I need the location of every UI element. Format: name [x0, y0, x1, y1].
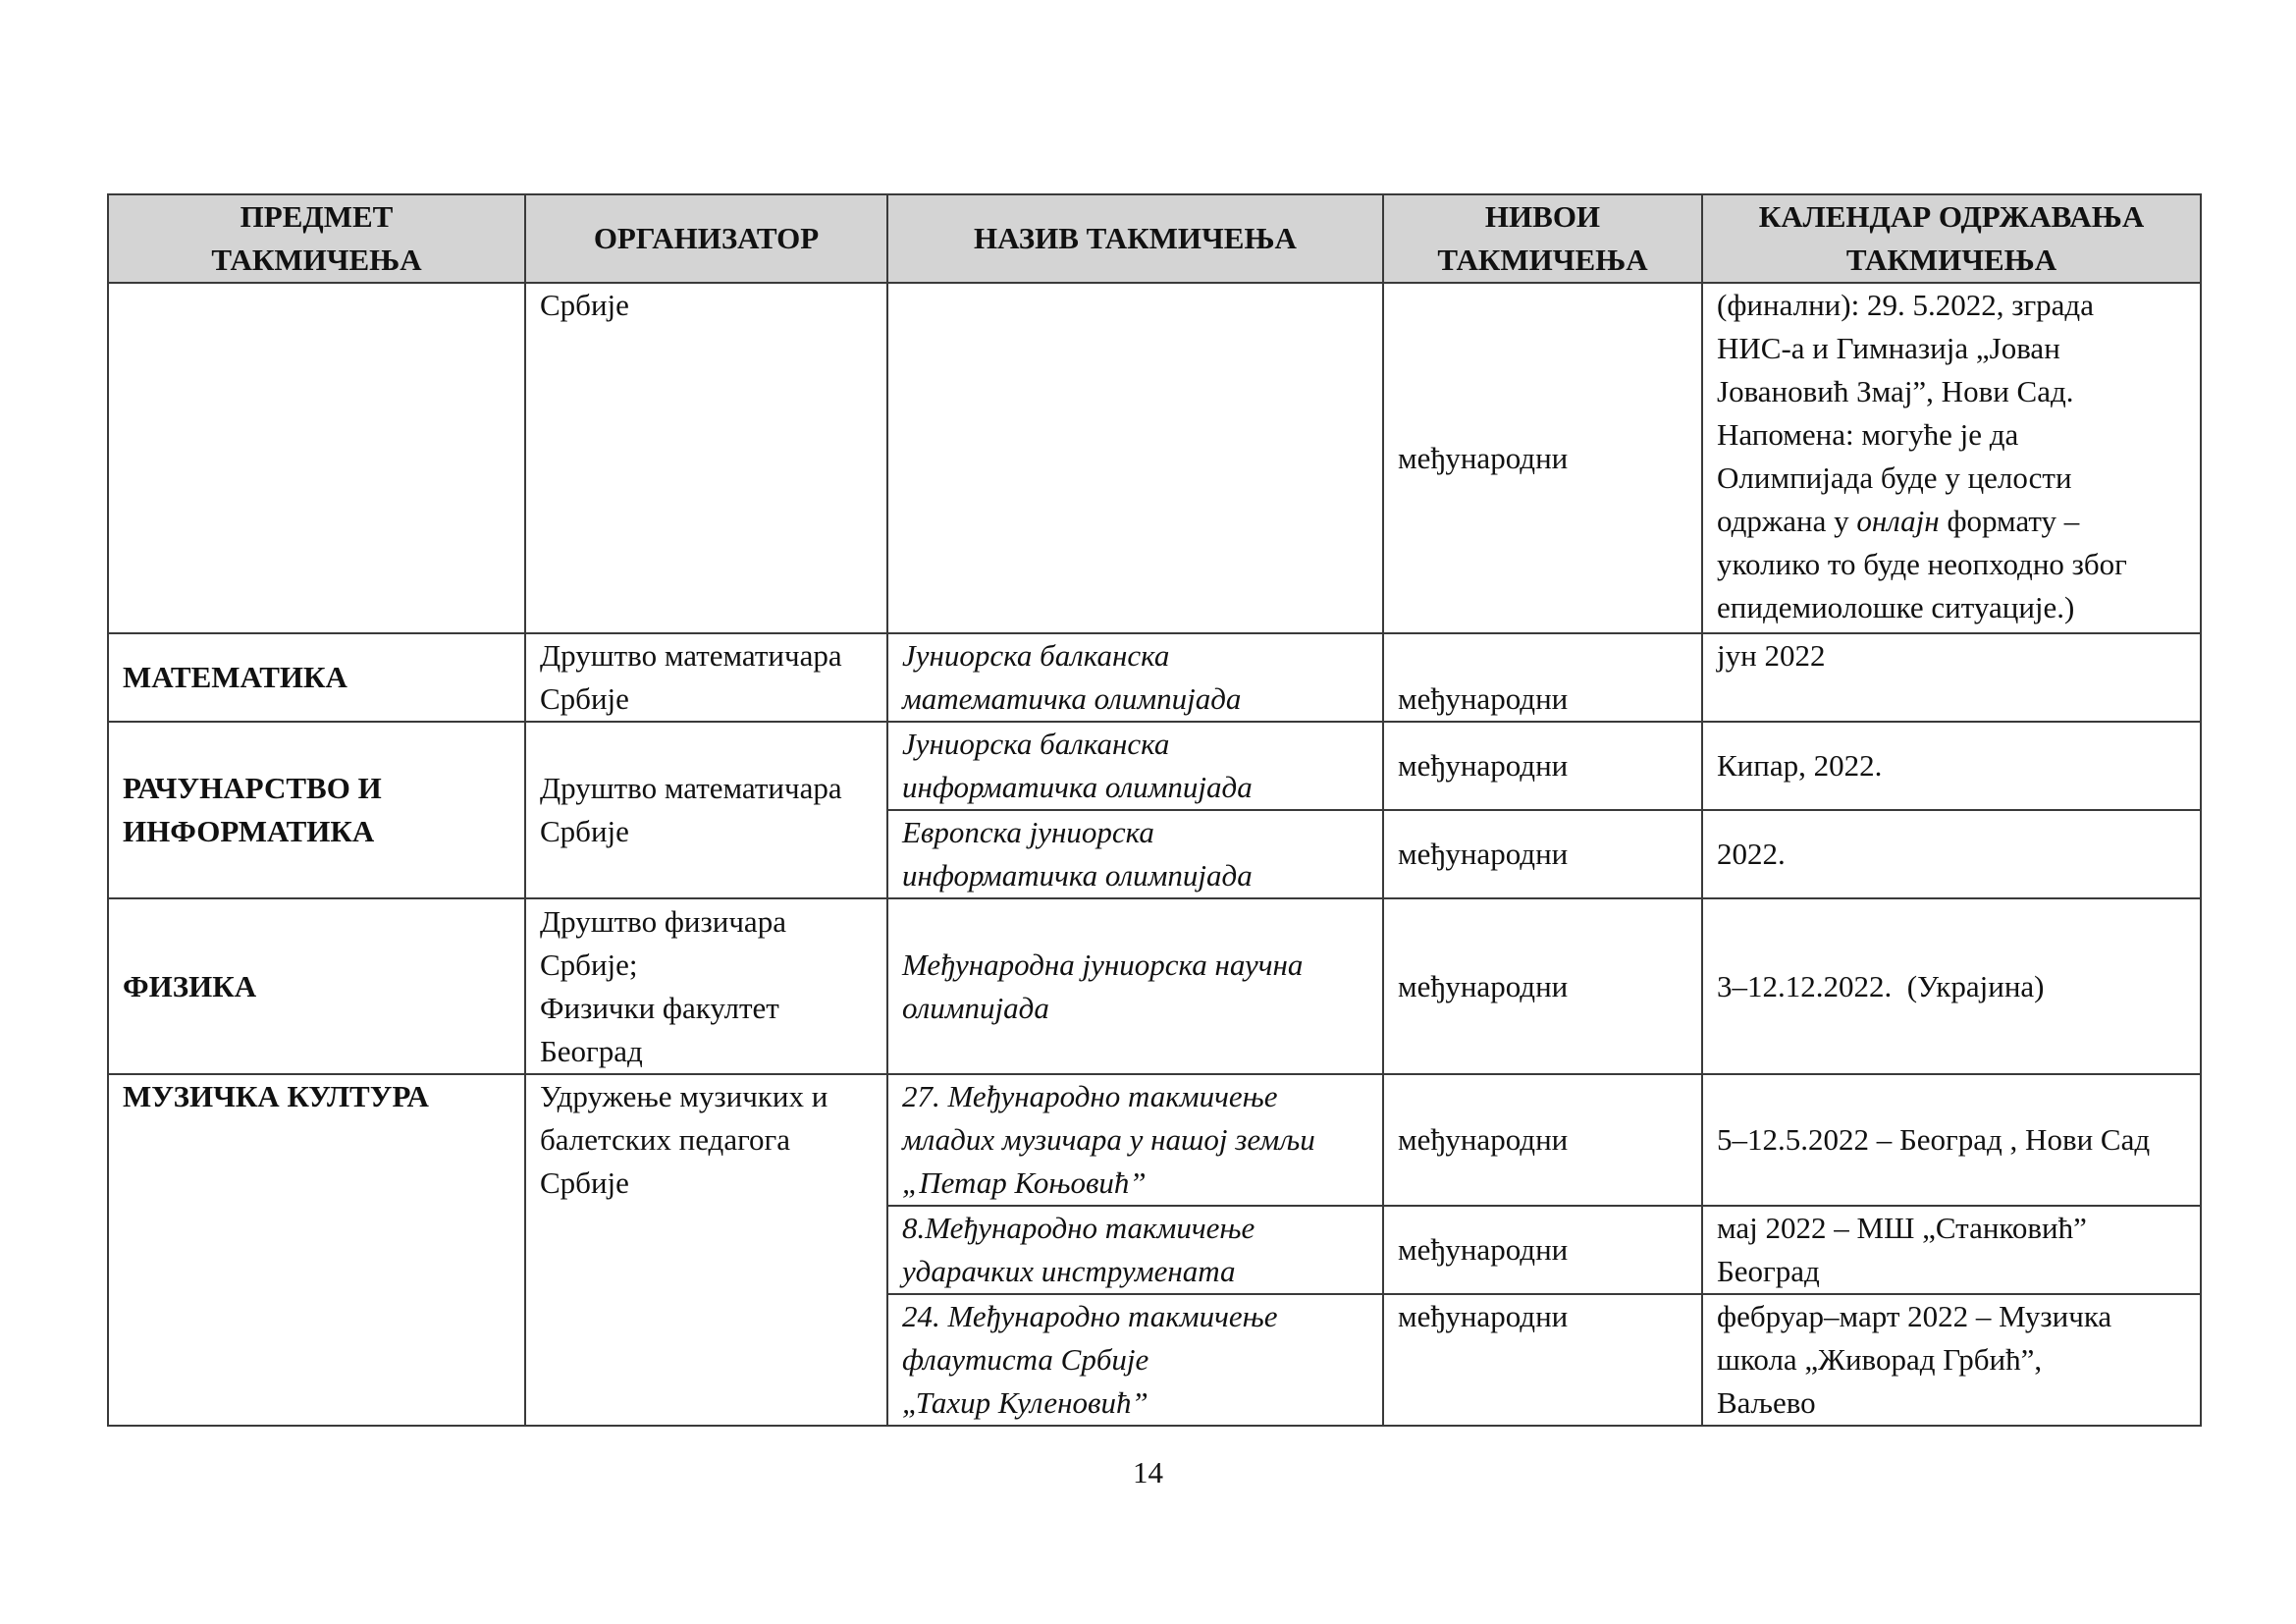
level-cell: међународни — [1383, 810, 1702, 898]
calendar-cell: (финални): 29. 5.2022, зграда НИС-а и Гимназија „Јован Јовановић Змај”, Нови Сад. Напомена: могуће је да Олимпијада буде у целости одржана у онлајн формату – уколико то буде неопходно због епидемиолошке ситуације.) — [1702, 283, 2201, 633]
header-organizer: ОРГАНИЗАТОР — [525, 194, 887, 283]
organizer-cell: Србије — [525, 283, 887, 633]
competition-name-cell: Међународна јуниорска научна олимпијада — [887, 898, 1383, 1074]
competition-name-cell: 8.Међународно такмичење ударачких инструмената — [887, 1206, 1383, 1294]
level-cell: међународни — [1383, 633, 1702, 722]
level-cell: међународни — [1383, 1206, 1702, 1294]
table-row — [108, 722, 2201, 810]
competitions-table — [107, 193, 2202, 1427]
competition-name-cell: 27. Међународно такмичење младих музичара у нашој земљи „Петар Коњовић” — [887, 1074, 1383, 1206]
level-cell: међународни — [1383, 1294, 1702, 1426]
calendar-cell: Кипар, 2022. — [1702, 722, 2201, 810]
subject-cell — [108, 283, 525, 633]
competition-name-cell: 24. Међународно такмичење флаутиста Србије „Тахир Куленовић” — [887, 1294, 1383, 1426]
subject-cell: ФИЗИКА — [108, 898, 525, 1074]
calendar-cell: 5–12.5.2022 – Београд , Нови Сад — [1702, 1074, 2201, 1206]
organizer-cell: Друштво математичара Србије — [525, 633, 887, 722]
level-cell: међународни — [1383, 283, 1702, 633]
competition-name-cell: Европска јуниорска информатичка олимпијада — [887, 810, 1383, 898]
competition-name-cell: Јуниорска балканска математичка олимпијада — [887, 633, 1383, 722]
level-cell: међународни — [1383, 898, 1702, 1074]
table-row — [108, 633, 2201, 722]
header-name: НАЗИВ ТАКМИЧЕЊА — [887, 194, 1383, 283]
header-level: НИВОИ ТАКМИЧЕЊА — [1383, 194, 1702, 283]
subject-cell: МАТЕМАТИКА — [108, 633, 525, 722]
subject-cell: МУЗИЧКА КУЛТУРА — [108, 1074, 525, 1426]
level-cell: међународни — [1383, 722, 1702, 810]
level-cell: међународни — [1383, 1074, 1702, 1206]
organizer-cell: Удружење музичких и балетских педагога Србије — [525, 1074, 887, 1426]
competition-name-cell — [887, 283, 1383, 633]
header-subject: ПРЕДМЕТ ТАКМИЧЕЊА — [108, 194, 525, 283]
table-row — [108, 283, 2201, 633]
calendar-cell: мај 2022 – МШ „Станковић” Београд — [1702, 1206, 2201, 1294]
calendar-cell: 2022. — [1702, 810, 2201, 898]
calendar-cell: 3–12.12.2022. (Украјина) — [1702, 898, 2201, 1074]
subject-cell: РАЧУНАРСТВО И ИНФОРМАТИКА — [108, 722, 525, 898]
competition-name-cell: Јуниорска балканска информатичка олимпијада — [887, 722, 1383, 810]
calendar-cell: јун 2022 — [1702, 633, 2201, 722]
table-row — [108, 1074, 2201, 1206]
table-header-row — [108, 194, 2201, 283]
organizer-cell: Друштво физичара Србије; Физички факултет Београд — [525, 898, 887, 1074]
page-number: 14 — [1133, 1455, 1163, 1489]
header-calendar: КАЛЕНДАР ОДРЖАВАЊА ТАКМИЧЕЊА — [1702, 194, 2201, 283]
table-row — [108, 898, 2201, 1074]
organizer-cell: Друштво математичара Србије — [525, 722, 887, 898]
calendar-mixed-line: одржана у онлајн формату – — [1717, 504, 2080, 538]
calendar-cell: фебруар–март 2022 – Музичка школа „Живорад Грбић”, Ваљево — [1702, 1294, 2201, 1426]
